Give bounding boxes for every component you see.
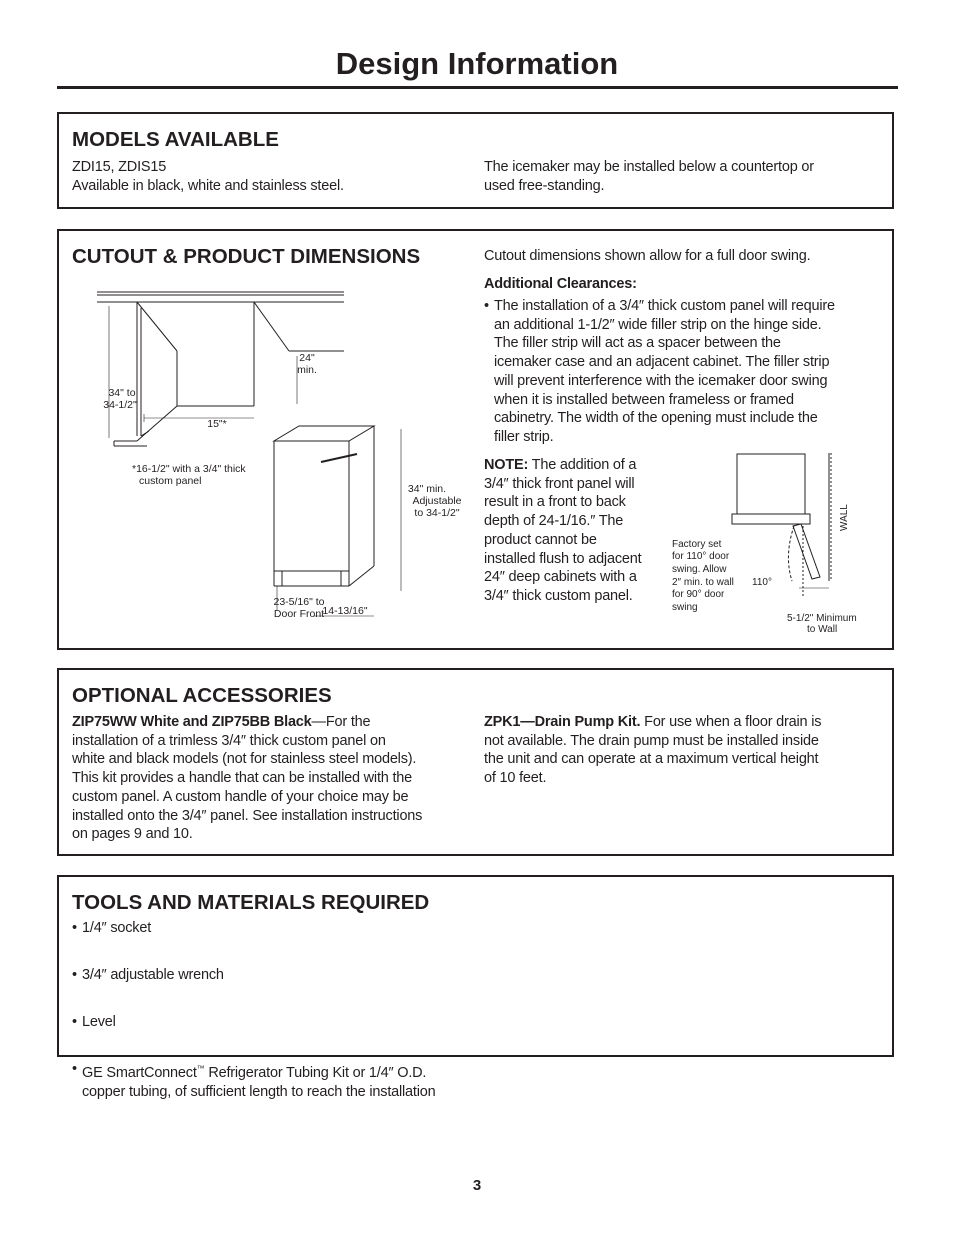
clearance-line: filler strip. [494, 428, 554, 445]
tubing-kit-brand: GE SmartConnect [82, 1064, 197, 1081]
clearance-line: icemaker case and an adjacent cabinet. The filler strip [494, 354, 830, 371]
kit1-line: This kit provides a handle that can be installed with the [72, 770, 413, 787]
kit2-line: the unit and can operate at a maximum vertical height [484, 751, 819, 768]
tools-section [57, 875, 894, 1100]
tool-item: • Level [72, 1013, 905, 1032]
label-product-depth-1: 23-5/16" to [273, 596, 325, 608]
label-product-height-3: to 34-1/2" [414, 507, 460, 519]
label-min-wall-1: 5-1/2" Minimum [787, 613, 857, 624]
clearance-line: cabinetry. The width of the opening must include the [494, 410, 818, 427]
label-angle: 110° [752, 577, 772, 588]
kit2-line: not available. The drain pump must be installed inside [484, 732, 819, 749]
title-rule [57, 86, 898, 89]
label-product-height-1: 34" min. [407, 483, 447, 495]
clearance-line: • The installation of a 3/4″ thick custom panel will require [494, 298, 835, 314]
label-factory-4: 2″ min. to wall [672, 577, 734, 588]
label-wall: WALL [839, 504, 850, 531]
clearance-line: will prevent interference with the icemaker door swing [494, 372, 828, 389]
tubing-kit-line-2: copper tubing, of sufficient length to reach the installation [82, 1083, 436, 1100]
label-factory-2: for 110° door [672, 551, 730, 562]
tool-item: • 1/4″ socket [72, 919, 905, 938]
label-factory-1: Factory set [672, 539, 722, 550]
install-line-1: The icemaker may be installed below a countertop or [484, 159, 814, 175]
note-paragraph [484, 456, 674, 606]
note-line: installed flush to adjacent [484, 550, 642, 567]
cutout-heading: CUTOUT & PRODUCT DIMENSIONS [72, 245, 421, 268]
cutout-diagram [89, 286, 469, 626]
models-heading: MODELS AVAILABLE [72, 128, 279, 151]
trademark-symbol: ™ [196, 1064, 205, 1074]
cutout-section [57, 229, 894, 650]
clearance-line: when it is installed between frameless or framed [494, 391, 794, 408]
model-numbers: ZDI15, ZDIS15 [72, 159, 167, 175]
kit1-line: custom panel. A custom handle of your choice may be [72, 788, 409, 805]
models-section [57, 112, 894, 209]
note-line: 24″ deep cabinets with a [484, 569, 637, 586]
clearance-line: The filler strip will act as a spacer between the [494, 335, 781, 352]
label-depth-24: 24" [299, 352, 315, 364]
kit1-line: on pages 9 and 10. [72, 826, 193, 843]
label-height-34-half: 34-1/2" [103, 399, 137, 411]
kit1-label: ZIP75WW White and ZIP75BB Black [72, 714, 312, 730]
label-min-wall-2: to Wall [807, 624, 838, 635]
label-product-height-2: Adjustable [412, 495, 462, 507]
label-depth-min: min. [297, 364, 317, 376]
kit1-text: —For the [311, 714, 371, 730]
tubing-kit-text: Refrigerator Tubing Kit or 1/4″ O.D. [204, 1064, 427, 1081]
label-product-depth-2: Door Front [273, 608, 325, 620]
page-number: 3 [472, 1177, 482, 1194]
note-line: 3/4″ thick front panel will [484, 475, 635, 492]
accessories-heading: OPTIONAL ACCESSORIES [72, 684, 332, 707]
accessories-section [57, 668, 894, 856]
tool-item-tubing-kit [72, 1060, 502, 1101]
kit2-line [484, 713, 884, 732]
kit2-label: ZPK1—Drain Pump Kit. [484, 714, 641, 730]
tubing-kit-line-1 [82, 1060, 502, 1083]
tool-item: • 3/4″ adjustable wrench [72, 966, 905, 985]
kit2-text: For use when a floor drain is [640, 714, 822, 730]
clearance-list [484, 297, 884, 447]
label-factory-5: for 90° door [672, 589, 725, 600]
kit1-line: installed onto the 3/4″ panel. See installation instructions [72, 807, 423, 824]
clearance-line: an additional 1-1/2″ wide filler strip on the hinge side. [494, 316, 822, 333]
door-swing-diagram [669, 451, 889, 641]
note-line: product cannot be [484, 531, 597, 548]
clearance-item [484, 297, 884, 447]
kit1-paragraph [72, 713, 472, 844]
note-text: The addition of a [528, 457, 637, 473]
install-line-2: used free-standing. [484, 178, 605, 194]
note-line: 3/4″ thick custom panel. [484, 587, 633, 604]
label-factory-3: swing. Allow [672, 564, 727, 575]
note-line: depth of 24-1/16.″ The [484, 513, 624, 530]
kit1-line [72, 713, 472, 732]
label-factory-6: swing [672, 602, 698, 613]
label-height-34: 34" to [108, 387, 136, 399]
clearances-heading: Additional Clearances: [484, 276, 637, 292]
note-line: result in a front to back [484, 494, 626, 511]
page-title: Design Information [335, 46, 619, 81]
note-label: NOTE: [484, 457, 529, 473]
note-line [484, 456, 674, 475]
kit2-paragraph [484, 713, 884, 788]
model-colors: Available in black, white and stainless steel. [72, 178, 344, 194]
label-width-15: 15"* [207, 418, 227, 430]
tools-heading: TOOLS AND MATERIALS REQUIRED [72, 891, 430, 914]
label-footnote-1: *16-1/2" with a 3/4" thick [132, 463, 246, 475]
cutout-intro: Cutout dimensions shown allow for a full door swing. [484, 248, 811, 264]
kit1-line: installation of a trimless 3/4″ thick custom panel on [72, 732, 386, 749]
kit2-line: of 10 feet. [484, 770, 547, 787]
kit1-line: white and black models (not for stainless steel models). [72, 751, 417, 768]
label-product-width: 14-13/16" [322, 605, 368, 617]
label-footnote-2: custom panel [139, 475, 202, 487]
